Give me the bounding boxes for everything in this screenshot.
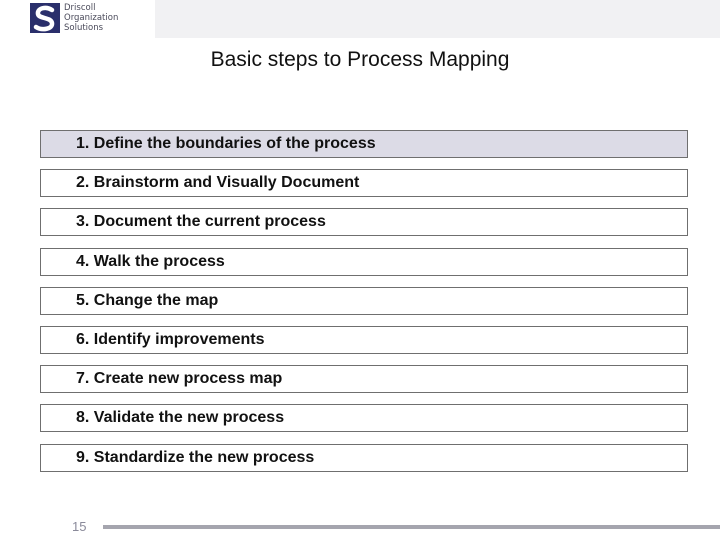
step-label: 8. Validate the new process (76, 409, 285, 427)
step-label: 5. Change the map (76, 291, 219, 309)
logo-line: Organization (64, 13, 119, 23)
step-label: 4. Walk the process (76, 252, 225, 270)
page-number: 15 (72, 519, 87, 534)
step-box (40, 130, 688, 158)
step-box (40, 326, 688, 354)
step-label: 3. Document the current process (76, 213, 326, 231)
step-label: 6. Identify improvements (76, 331, 265, 348)
slide-title: Basic steps to Process Mapping (210, 48, 510, 71)
step-box (40, 444, 688, 472)
step-box (40, 248, 688, 276)
logo-line: Solutions (64, 23, 104, 33)
step-label: 9. Standardize the new process (76, 448, 315, 466)
logo-line: Driscoll (64, 3, 96, 13)
step-box (40, 169, 688, 197)
logo-s-icon (30, 3, 60, 33)
step-label: 7. Create new process map (76, 370, 283, 388)
step-box (40, 404, 688, 432)
step-box (40, 208, 688, 236)
step-label: 1. Define the boundaries of the process (76, 135, 376, 152)
logo-text (64, 3, 118, 33)
step-label: 2. Brainstorm and Visually Document (76, 174, 360, 192)
company-logo (0, 0, 155, 38)
step-box (40, 287, 688, 315)
step-box (40, 365, 688, 393)
footer-divider (103, 525, 720, 529)
